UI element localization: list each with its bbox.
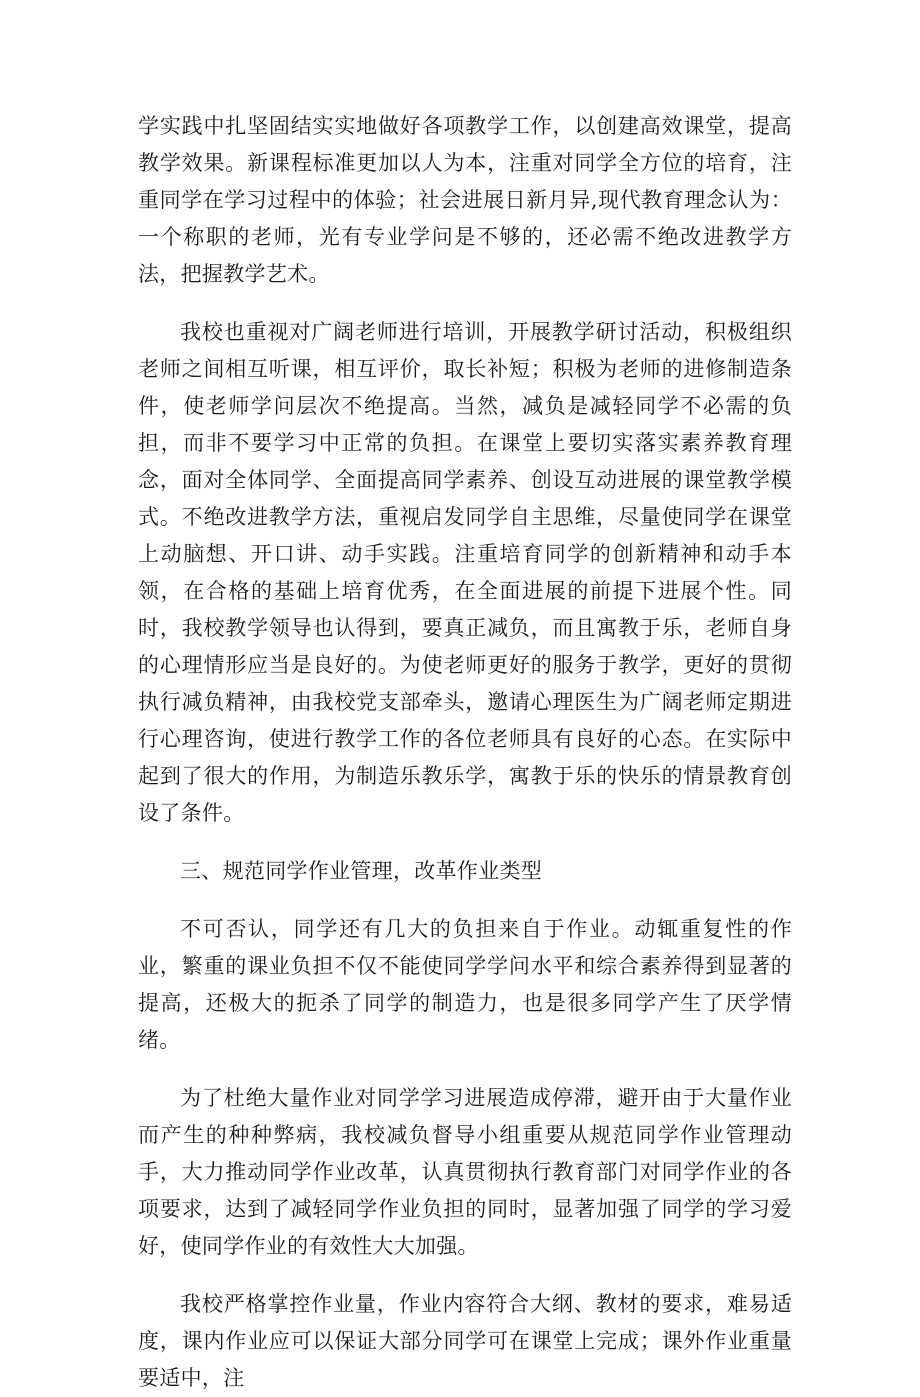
section-heading-homework-management: 三、规范同学作业管理，改革作业类型 (180, 859, 543, 883)
paragraph-teacher-training: 我校也重视对广阔老师进行培训，开展教学研讨活动，积极组织老师之间相互听课，相互评价，取长补短；积极为老师的进修制造条件，使老师学问层次不绝提高。当然，减负是减轻同学不必需的负担，而非不要学习中正常的负担。在课堂上要切实落实素养教育理念，面对全体同学、全面提高同学素养、创设互动进展的课堂教学模式。不绝改进教学方法，重视启发同学自主思维，尽量使同学在课堂上动脑想、开口讲、动手实践。注重培育同学的创新精神和动手本领，在合格的基础上培育优秀，在全面进展的前提下进展个性。同时，我校教学领导也认得到，要真正减负，而且寓教于乐，老师自身的心理情形应当是良好的。为使老师更好的服务于教学，更好的贯彻执行减负精神，由我校党支部牵头，邀请心理医生为广阔老师定期进行心理咨询，使进行教学工作的各位老师具有良好的心态。在实际中起到了很大的作用，为制造乐教乐学，寓教于乐的快乐的情景教育创设了条件。 (138, 320, 792, 825)
paragraph-homework-reform: 为了杜绝大量作业对同学学习进展造成停滞，避开由于大量作业而产生的种种弊病，我校减负督导小组重要从规范同学作业管理动手，大力推动同学作业改革，认真贯彻执行教育部门对同学作业的各项要求，达到了减轻同学作业负担的同时，显著加强了同学的学习爱好，使同学作业的有效性大大加强。 (138, 1086, 792, 1258)
paragraph-homework-burden: 不可否认，同学还有几大的负担来自于作业。动辄重复性的作业，繁重的课业负担不仅不能使同学学问水平和综合素养得到显著的提高，还极大的扼杀了同学的制造力，也是很多同学产生了厌学情绪。 (138, 917, 792, 1052)
paragraph-homework-control: 我校严格掌控作业量，作业内容符合大纲、教材的要求，难易适度，课内作业应可以保证大部分同学可在课堂上完成；课外作业重量要适中，注 (138, 1292, 792, 1390)
paragraph-continuation: 学实践中扎坚固结实实地做好各项教学工作，以创建高效课堂，提高教学效果。新课程标准更加以人为本，注重对同学全方位的培育，注重同学在学习过程中的体验；社会进展日新月异,现代教育理念认为：一个称职的老师，光有专业学问是不够的，还必需不绝改进教学方法，把握教学艺术。 (138, 114, 792, 286)
document-body (138, 108, 792, 1397)
